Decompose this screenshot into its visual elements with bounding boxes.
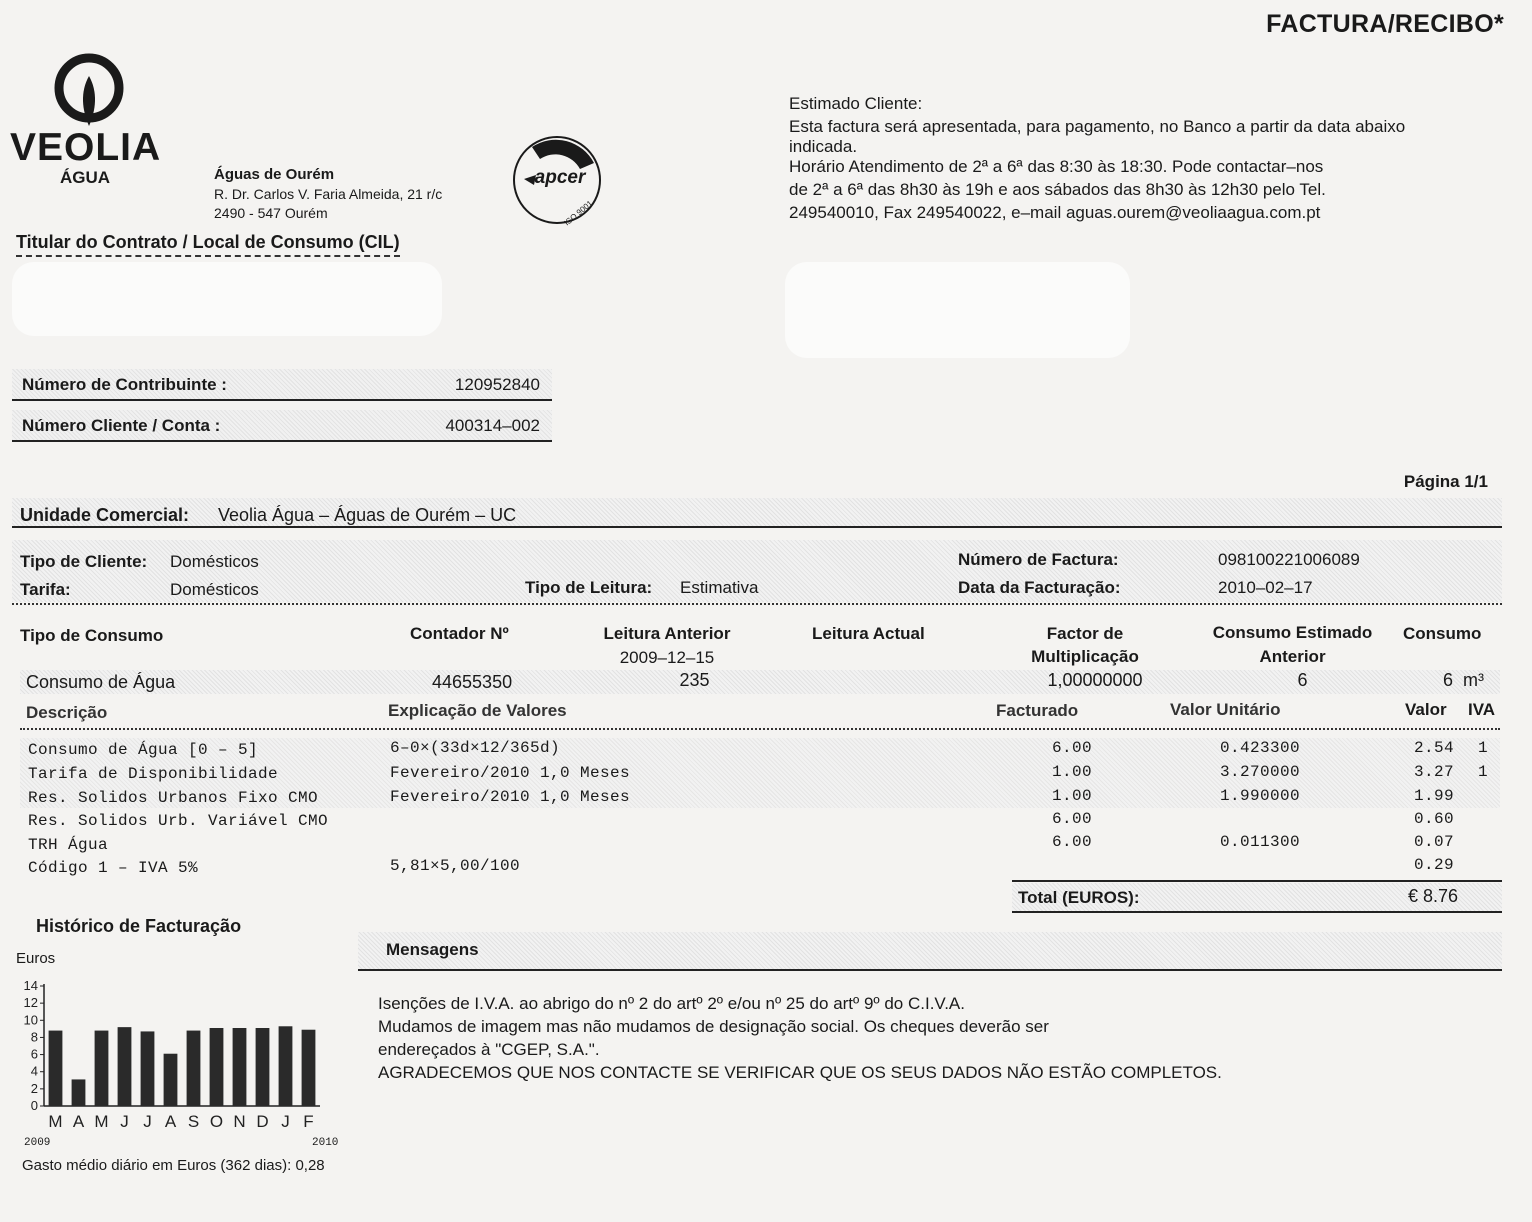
history-bar [210,1028,224,1106]
description-cell: Res. Solidos Urbanos Fixo CMO [28,789,319,807]
client-account-row [12,410,552,442]
company-address-line-2: 2490 - 547 Ourém [214,205,328,221]
notice-line: Estimado Cliente: [789,94,923,113]
history-bar [95,1031,109,1106]
total-value: € 8.76 [1407,886,1458,906]
client-type-label: Tipo de Cliente: [20,552,148,571]
month-label: J [281,1112,290,1131]
vat-cell: 1 [1478,763,1489,781]
unit-value-cell: 0.423300 [1219,739,1300,757]
col-multiplication-factor-2: Multiplicação [1031,647,1139,666]
invoice-date-label: Data da Facturação: [958,578,1121,597]
consumption-value: 6 m³ [1442,670,1484,690]
explanation-cell: Fevereiro/2010 1,0 Meses [390,764,631,782]
history-year-end: 2010 [312,1137,339,1149]
history-title: Histórico de Facturação [36,916,242,936]
explanation-cell: 5,81×5,00/100 [390,857,521,875]
invoice-number-value: 098100221006089 [1218,550,1360,569]
reading-type-value: Estimativa [680,578,759,597]
month-label: J [120,1112,129,1131]
description-cell: Tarifa de Disponibilidade [28,765,279,783]
multiplication-factor-value: 1,00000000 [1047,670,1143,690]
redacted-holder-address [12,262,442,336]
divider [1012,880,1502,882]
tariff-label: Tarifa: [20,580,71,599]
description-cell: Consumo de Água [0 – 5] [28,741,259,759]
value-cell: 1.99 [1413,787,1454,805]
reading-type-label: Tipo de Leitura: [525,578,653,597]
y-tick-label: 6 [30,1046,38,1062]
redacted-recipient-address [785,262,1130,358]
value-cell: 0.60 [1413,810,1454,828]
previous-reading-value: 235 [679,670,710,690]
col-estimated-consumption-2: Anterior [1259,647,1326,666]
col-description: Descrição [26,703,108,722]
history-daily-average: Gasto médio diário em Euros (362 dias): 0,28 [22,1157,325,1174]
col-value: Valor [1405,700,1447,719]
month-label: F [303,1112,314,1131]
month-label: A [72,1112,85,1131]
unit-value-cell: 0.011300 [1219,833,1300,851]
commercial-unit-label: Unidade Comercial: [20,505,190,525]
taxpayer-number-row [12,369,552,401]
divider [358,969,1502,971]
month-label: M [48,1112,63,1131]
notice-line: indicada. [789,137,858,156]
tariff-value: Domésticos [170,580,259,599]
col-multiplication-factor: Factor de [1046,624,1124,643]
month-label: S [187,1112,200,1131]
value-cell: 2.54 [1413,739,1454,757]
company-name: Águas de Ourém [214,166,335,183]
value-cell: 3.27 [1413,763,1454,781]
history-bar [256,1028,270,1106]
description-cell: TRH Água [28,836,109,854]
month-label: D [256,1112,269,1131]
messages-text [378,992,1222,1084]
commercial-unit-value: Veolia Água – Águas de Ourém – UC [218,505,517,525]
client-account-value: 400314–002 [445,416,540,435]
month-label: A [164,1112,177,1131]
cert-code: ISO 9001 [562,198,595,227]
taxpayer-number-label: Número de Contribuinte : [22,375,227,394]
history-bar [233,1028,247,1106]
brand-subtitle: ÁGUA [60,168,111,187]
history-bar [49,1031,63,1106]
y-tick-label: 14 [23,978,38,993]
notice-line: de 2ª a 6ª das 8h30 às 19h e aos sábados das 8h30 às 12h30 pelo Tel. [789,180,1326,199]
col-billed: Facturado [996,701,1079,720]
col-meter-number: Contador Nº [410,624,509,643]
previous-reading-date: 2009–12–15 [619,648,715,667]
message-line: Isenções de I.V.A. ao abrigo do nº 2 do artº 2º e/ou nº 25 do artº 9º do C.I.V.A. [378,994,965,1013]
month-label: J [143,1112,152,1131]
history-bar [72,1079,86,1106]
brand-name: VEOLIA [10,126,162,169]
y-tick-label: 10 [23,1012,38,1028]
divider [12,603,1502,605]
explanation-cell: Fevereiro/2010 1,0 Meses [390,788,631,806]
col-current-reading: Leitura Actual [812,624,925,643]
notice-line: Horário Atendimento de 2ª a 6ª das 8:30 às 18:30. Pode contactar–nos [789,157,1324,176]
y-tick-label: 8 [30,1029,38,1045]
description-cell: Código 1 – IVA 5% [28,859,199,877]
company-address-line-1: R. Dr. Carlos V. Faria Almeida, 21 r/c [214,186,443,202]
page-number: Página 1/1 [1403,472,1488,491]
messages-title: Mensagens [386,940,479,959]
month-label: O [209,1112,224,1131]
billed-cell: 6.00 [1051,739,1092,757]
month-label: N [233,1112,246,1131]
divider [20,728,1500,730]
message-line: endereçados à "CGEP, S.A.". [378,1040,600,1059]
y-tick-label: 12 [23,995,38,1011]
col-consumption: Consumo [1403,624,1482,643]
vat-cell: 1 [1478,739,1489,757]
notice-line: Esta factura será apresentada, para pagamento, no Banco a partir da data abaixo [789,117,1406,136]
message-line: AGRADECEMOS QUE NOS CONTACTE SE VERIFICAR QUE OS SEUS DADOS NÃO ESTÃO COMPLETOS. [378,1063,1222,1082]
meter-number-value: 44655350 [432,672,513,692]
history-bar [187,1031,201,1106]
estimated-consumption-value: 6 [1297,670,1308,690]
notice-line: 249540010, Fax 249540022, e–mail aguas.ourem@veoliaagua.com.pt [789,203,1321,222]
invoice-number-label: Número de Factura: [958,550,1119,569]
customer-notice [789,92,1509,224]
unit-value-cell: 3.270000 [1219,763,1300,781]
value-cell: 0.29 [1413,856,1454,874]
y-tick-label: 0 [30,1098,38,1113]
col-previous-reading: Leitura Anterior [603,624,731,643]
consumption-type-value: Consumo de Água [26,672,176,692]
history-bar [118,1027,132,1106]
invoice-date-value: 2010–02–17 [1218,578,1313,597]
history-year-start: 2009 [24,1137,51,1149]
history-bar [302,1030,316,1106]
unit-value-cell: 1.990000 [1219,787,1300,805]
messages-band [358,932,1502,970]
history-bar [164,1054,178,1106]
billed-cell: 1.00 [1051,787,1092,805]
client-account-label: Número Cliente / Conta : [22,416,221,435]
message-line: Mudamos de imagem mas não mudamos de designação social. Os cheques deverão ser [378,1017,1049,1036]
contract-holder-label: Titular do Contrato / Local de Consumo (CIL) [16,232,400,257]
col-value-explanation: Explicação de Valores [388,701,567,720]
billed-cell: 6.00 [1051,810,1092,828]
month-label: M [94,1112,109,1131]
billing-history-chart [10,975,340,1155]
history-bar [141,1031,155,1106]
value-cell: 0.07 [1413,833,1454,851]
y-tick-label: 4 [30,1063,38,1079]
taxpayer-number-value: 120952840 [454,375,540,394]
divider [12,526,1502,528]
description-cell: Res. Solidos Urb. Variável CMO [28,812,329,830]
divider [1012,911,1502,913]
apcer-certification-seal [510,133,604,227]
explanation-cell: 6–0×(33d×12/365d) [390,739,561,757]
col-unit-value: Valor Unitário [1170,700,1281,719]
col-consumption-type: Tipo de Consumo [20,626,164,645]
col-vat: IVA [1468,700,1496,719]
billed-cell: 1.00 [1051,763,1092,781]
history-y-label: Euros [16,950,56,967]
client-type-value: Domésticos [170,552,259,571]
col-estimated-consumption: Consumo Estimado [1212,623,1373,642]
y-tick-label: 2 [30,1080,38,1096]
veolia-logo-icon [52,48,126,130]
document-title: FACTURA/RECIBO* [1266,10,1504,38]
history-bar [279,1026,293,1106]
cert-name: apcer [534,167,586,188]
total-label: Total (EUROS): [1018,888,1140,907]
billed-cell: 6.00 [1051,833,1092,851]
